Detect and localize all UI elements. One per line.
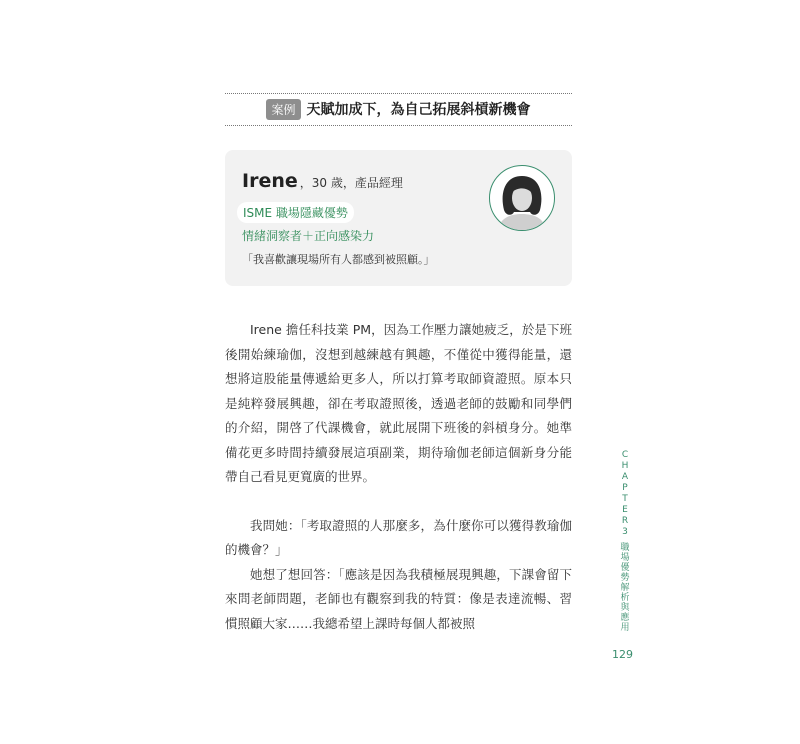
side-section-char: 用: [620, 623, 630, 633]
side-chapter-char: H: [621, 461, 629, 471]
side-chapter-label: [619, 450, 631, 538]
side-chapter-char: E: [622, 505, 628, 515]
side-section-char: 應: [620, 613, 630, 623]
side-chapter-char: 3: [622, 527, 628, 537]
profile-card: [225, 150, 572, 286]
header-rule-top: [225, 93, 572, 94]
case-badge: 案例: [266, 99, 300, 120]
side-chapter-char: T: [622, 494, 628, 504]
side-section-char: 職: [620, 543, 630, 553]
body-text: [225, 318, 572, 636]
woman-avatar-icon: [489, 165, 555, 231]
side-section-char: 解: [620, 583, 630, 593]
profile-name-line: [242, 170, 403, 192]
side-section-char: 優: [620, 563, 630, 573]
body-paragraph-3: 她想了想回答：「應該是因為我積極展現興趣，下課會留下來問老師問題，老師也有觀察到我的特質：像是表達流暢、習慣照顧大家……我總希望上課時每個人都被照: [225, 566, 572, 631]
profile-quote: 「我喜歡讓現場所有人都感到被照顧。」: [242, 253, 435, 266]
case-header: [225, 96, 572, 122]
side-section-char: 場: [620, 553, 630, 563]
side-section-label: [619, 543, 631, 633]
profile-tag: ISME 職場隱藏優勢: [237, 202, 354, 223]
profile-meta: ，30 歲，產品經理: [299, 176, 403, 190]
side-chapter-char: A: [621, 472, 629, 482]
profile-traits: 情緒洞察者＋正向感染力: [242, 229, 375, 243]
profile-name: Irene: [242, 170, 298, 192]
side-section-char: 勢: [620, 573, 630, 583]
side-section-char: 析: [620, 593, 630, 603]
body-paragraph-1: Irene 擔任科技業 PM，因為工作壓力讓她疲乏，於是下班後開始練瑜伽，沒想到越練越有興趣，不僅從中獲得能量，還想將這股能量傳遞給更多人，所以打算考取師資證照。原本只是純粹發展興趣，卻在考取證照後，透過老師的鼓勵和同學們的介紹，開啓了代課機會，就此展開下班後的斜槓身分。她準備花更多時間持續發展這項副業，期待瑜伽老師這個新身分能帶自己看見更寬廣的世界。: [225, 322, 572, 484]
case-title: 天賦加成下，為自己拓展斜槓新機會: [306, 102, 531, 118]
page-number: 129: [612, 648, 633, 661]
side-chapter-char: P: [622, 483, 628, 493]
header-rule-bottom: [225, 125, 572, 126]
side-chapter-char: R: [621, 516, 629, 526]
side-chapter-char: C: [621, 450, 629, 460]
woman-avatar-graphic: [490, 166, 554, 230]
side-section-char: 與: [620, 603, 630, 613]
body-paragraph-2: 我問她：「考取證照的人那麼多，為什麼你可以獲得教瑜伽的機會？」: [225, 517, 572, 557]
